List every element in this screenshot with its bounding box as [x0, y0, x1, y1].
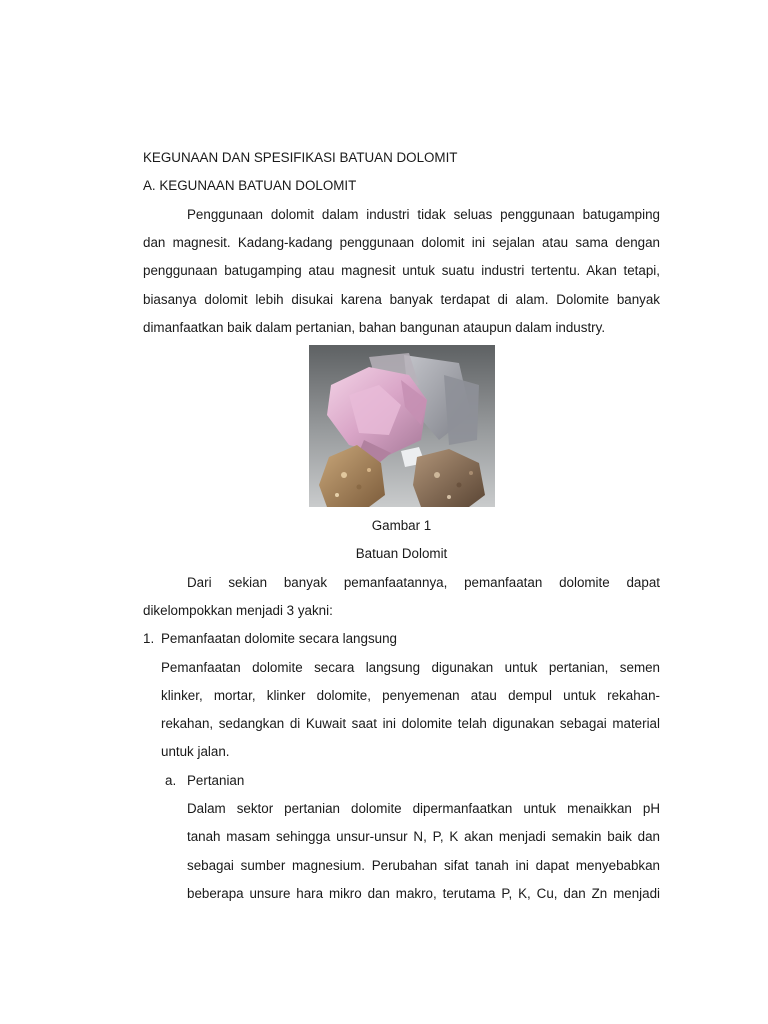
paragraph-line: Pemanfaatan dolomite secara langsung digunakan untuk pertanian, semen [161, 660, 660, 675]
paragraph-line: biasanya dolomit lebih disukai karena banyak terdapat di alam. Dolomite banyak [143, 292, 660, 307]
list-item-title: Pemanfaatan dolomite secara langsung [161, 631, 397, 646]
paragraph-line: beberapa unsure hara mikro dan makro, terutama P, K, Cu, dan Zn menjadi [187, 886, 660, 901]
paragraph-line: Dalam sektor pertanian dolomite dipermanfaatkan untuk menaikkan pH [187, 801, 660, 816]
paragraph-line: penggunaan batugamping atau magnesit untuk suatu industri tertentu. Akan tetapi, [143, 263, 660, 278]
paragraph-line: sebagai sumber magnesium. Perubahan sifat tanah ini dapat menyebabkan [187, 858, 660, 873]
sublist-letter: a. [165, 773, 177, 788]
paragraph-line: Dari sekian banyak pemanfaatannya, pemanfaatan dolomite dapat [187, 575, 660, 590]
figure-caption-title: Batuan Dolomit [355, 546, 448, 561]
paragraph-line: klinker, mortar, klinker dolomite, penyemenan atau dempul untuk rekahan- [161, 688, 660, 703]
paragraph-line: dikelompokkan menjadi 3 yakni: [143, 603, 333, 618]
paragraph-line: tanah masam sehingga unsur-unsur N, P, K akan menjadi semakin baik dan [187, 829, 660, 844]
paragraph-line: untuk jalan. [161, 744, 230, 759]
paragraph-line: Penggunaan dolomit dalam industri tidak seluas penggunaan batugamping [187, 207, 660, 222]
document-title: KEGUNAAN DAN SPESIFIKASI BATUAN DOLOMIT [143, 150, 458, 165]
figure-caption-number: Gambar 1 [371, 518, 432, 533]
paragraph-line: rekahan, sedangkan di Kuwait saat ini dolomite telah digunakan sebagai material [161, 716, 660, 731]
paragraph-line: dan magnesit. Kadang-kadang penggunaan dolomit ini sejalan atau sama dengan [143, 235, 660, 250]
list-number: 1. [143, 631, 155, 646]
dolomite-photo [309, 345, 495, 507]
section-heading-a: A. KEGUNAAN BATUAN DOLOMIT [143, 178, 357, 193]
paragraph-line: dimanfaatkan baik dalam pertanian, bahan bangunan ataupun dalam industry. [143, 320, 606, 335]
sublist-item-title: Pertanian [187, 773, 245, 788]
